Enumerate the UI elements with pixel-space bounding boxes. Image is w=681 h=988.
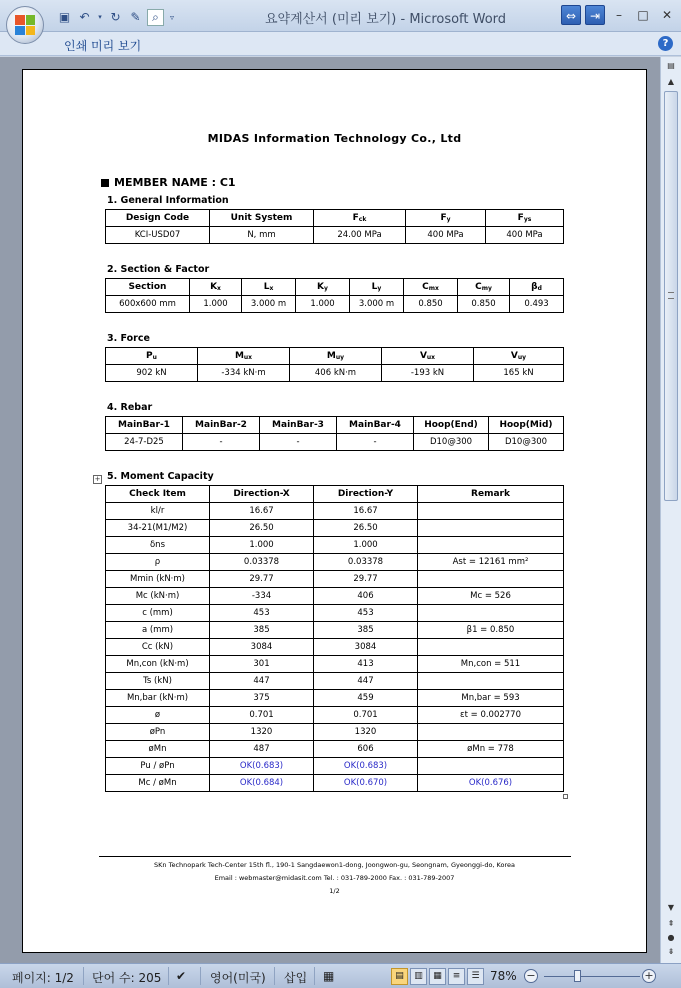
table-cell: 406 [314,588,418,605]
section-title-moment: 5. Moment Capacity [107,471,214,482]
table-header-row [106,486,564,503]
table-cell: ø [106,707,210,724]
force-table [105,347,564,382]
proofing-icon[interactable]: ✔ [176,969,187,983]
print-layout-view-icon[interactable]: ▤ [391,968,408,985]
table-row [106,724,564,741]
undo-dropdown-icon[interactable]: ▾ [98,13,102,21]
table-row [106,775,564,792]
header-cell: $L_x$ [242,279,296,296]
table-row [106,656,564,673]
company-name: MIDAS Information Technology Co., Ltd [207,132,462,145]
window-title: 요약계산서 (미리 보기) - Microsoft Word [264,12,507,27]
table-cell: β1 = 0.850 [418,622,564,639]
section-title-section-factor: 2. Section & Factor [107,264,210,275]
table-cell [418,503,564,520]
table-cell: 3.000 m [350,296,404,313]
table-cell: øPn [106,724,210,741]
table-cell: 385 [314,622,418,639]
footer-address: SKn Technopark Tech-Center 15th fl., 190-1 Sangdaewon1-dong, Joongwon-gu, Seongnam, Gyeonggi-do, Korea [154,861,515,869]
minimize-button[interactable]: – [616,8,622,22]
help-icon[interactable]: ? [658,36,673,51]
table-cell: 29.77 [314,571,418,588]
header-cell: Unit System [210,210,314,227]
header-cell: Direction-X [210,486,314,503]
table-cell: -193 kN [382,365,474,382]
table-cell: 1320 [210,724,314,741]
status-language[interactable]: 영어(미국) [210,971,266,985]
table-cell: 453 [210,605,314,622]
table-cell: 29.77 [210,571,314,588]
table-cell: OK(0.670) [314,775,418,792]
table-row [106,605,564,622]
status-bar [0,963,681,988]
table-cell: 1.000 [210,537,314,554]
table-cell: øMn = 778 [418,741,564,758]
previous-page-icon[interactable]: ⇞ [667,919,675,928]
header-cell: $F_y$ [406,210,486,227]
header-cell: Section [106,279,190,296]
member-name-text: MEMBER NAME : C1 [114,176,236,189]
section-title-force: 3. Force [107,333,150,344]
table-cell: Mn,con = 511 [418,656,564,673]
table-cell: a (mm) [106,622,210,639]
table-cell: Mmin (kN·m) [106,571,210,588]
table-cell: 447 [314,673,418,690]
header-cell: $F_{ys}$ [486,210,564,227]
table-cell: δns [106,537,210,554]
format-painter-icon[interactable]: ✎ [130,10,141,24]
close-button[interactable]: ✕ [661,8,673,22]
table-cell: Ast = 12161 mm² [418,554,564,571]
undo-icon[interactable]: ↶ [79,10,90,24]
header-cell: Hoop(Mid) [489,417,564,434]
header-cell: $L_y$ [350,279,404,296]
table-cell: 1320 [314,724,418,741]
table-cell: ρ [106,554,210,571]
table-cell: Ts (kN) [106,673,210,690]
table-cell: 34-21(M1/M2) [106,520,210,537]
bullet-square-icon [101,179,109,187]
table-cell: 26.50 [210,520,314,537]
table-cell: εt = 0.002770 [418,707,564,724]
header-cell: $F_{ck}$ [314,210,406,227]
table-header-row [106,348,564,365]
print-preview-icon[interactable]: ⌕ [147,9,164,26]
table-cell [418,520,564,537]
moment-capacity-table [105,485,564,792]
next-page-icon[interactable]: ⇟ [667,947,675,956]
status-separator [274,967,275,985]
document-page [22,69,647,953]
table-row [106,588,564,605]
zoom-level[interactable]: 78% [490,969,517,983]
table-cell [418,571,564,588]
save-icon[interactable]: ▣ [58,10,71,24]
footer-divider [99,856,571,857]
table-header-row [106,417,564,434]
table-cell: 459 [314,690,418,707]
scroll-down-icon[interactable]: ▼ [667,903,675,912]
table-row [106,741,564,758]
table-cell: Mc / øMn [106,775,210,792]
header-cell: $K_x$ [190,279,242,296]
view-buttons [391,968,484,985]
status-separator [83,967,84,985]
member-name [101,176,236,189]
document-area [0,57,660,963]
table-cell: kl/r [106,503,210,520]
table-cell: 0.03378 [314,554,418,571]
switch-windows-icon[interactable]: ⇔ [561,5,581,25]
header-cell: Remark [418,486,564,503]
table-cell: 902 kN [106,365,198,382]
table-cell [418,605,564,622]
table-cell: 400 MPa [406,227,486,244]
ribbon-tab-row [0,32,681,56]
scroll-thumb[interactable] [664,91,678,501]
table-cell [418,758,564,775]
zoom-in-icon[interactable]: + [642,969,656,983]
table-row [106,520,564,537]
table-cell: 487 [210,741,314,758]
table-cell [418,673,564,690]
header-cell: Hoop(End) [414,417,489,434]
table-row [106,690,564,707]
table-cell: - [183,434,260,451]
status-separator [200,967,201,985]
table-cell: 0.701 [210,707,314,724]
table-row [106,758,564,775]
table-cell: Mn,con (kN·m) [106,656,210,673]
header-cell: $V_{uy}$ [474,348,564,365]
header-cell: MainBar-1 [106,417,183,434]
table-resize-handle[interactable] [563,794,568,799]
table-cell: 0.03378 [210,554,314,571]
table-cell: 26.50 [314,520,418,537]
table-cell: 600x600 mm [106,296,190,313]
table-move-handle-icon[interactable]: + [94,475,101,483]
table-row [106,503,564,520]
zoom-slider-track[interactable] [544,976,640,977]
table-cell: OK(0.684) [210,775,314,792]
table-row [106,622,564,639]
table-header-row [106,210,564,227]
table-cell: Mc = 526 [418,588,564,605]
table-cell: - [260,434,337,451]
table-cell: 16.67 [210,503,314,520]
scroll-grip-icon [668,292,674,299]
table-cell: 0.850 [404,296,458,313]
table-row [106,554,564,571]
table-cell: Mn,bar (kN·m) [106,690,210,707]
table-cell: -334 [210,588,314,605]
header-cell: MainBar-3 [260,417,337,434]
table-cell: 413 [314,656,418,673]
table-cell: D10@300 [489,434,564,451]
table-cell: 0.493 [510,296,564,313]
table-cell: 165 kN [474,365,564,382]
table-cell: 453 [314,605,418,622]
table-cell: Pu / øPn [106,758,210,775]
status-insert-mode[interactable]: 삽입 [284,971,308,985]
table-cell: 24-7-D25 [106,434,183,451]
table-cell: Mn,bar = 593 [418,690,564,707]
customize-qat-icon[interactable]: ▿ [169,12,174,22]
select-browse-object-icon[interactable]: ● [667,933,675,942]
table-cell: 375 [210,690,314,707]
macro-record-icon[interactable]: ▦ [323,969,335,983]
tab-print-preview[interactable]: 인쇄 미리 보기 [64,39,142,53]
table-cell: OK(0.676) [418,775,564,792]
section-factor-table [105,278,564,313]
table-cell: 16.67 [314,503,418,520]
table-cell: OK(0.683) [210,758,314,775]
header-cell: $C_{mx}$ [404,279,458,296]
vertical-scrollbar[interactable] [660,57,681,963]
new-window-icon[interactable]: ⇥ [585,5,605,25]
table-row [106,537,564,554]
status-word-count[interactable]: 단어 수: 205 [92,971,162,985]
table-cell: 606 [314,741,418,758]
zoom-slider-thumb[interactable] [574,970,581,982]
table-cell: KCI-USD07 [106,227,210,244]
footer-page-number: 1/2 [329,887,340,895]
table-cell: 301 [210,656,314,673]
window-controls [561,5,677,25]
status-separator [168,967,169,985]
header-cell: Check Item [106,486,210,503]
table-cell: N, mm [210,227,314,244]
table-cell [418,537,564,554]
table-row [106,365,564,382]
table-cell: 3084 [210,639,314,656]
table-cell: Cc (kN) [106,639,210,656]
status-page[interactable]: 페이지: 1/2 [12,971,74,985]
table-row [106,227,564,244]
header-cell: MainBar-4 [337,417,414,434]
table-row [106,296,564,313]
table-cell: c (mm) [106,605,210,622]
table-row [106,571,564,588]
header-cell: $P_u$ [106,348,198,365]
table-cell: -334 kN·m [198,365,290,382]
header-cell: Design Code [106,210,210,227]
moment-table-body [106,503,564,792]
table-cell: 406 kN·m [290,365,382,382]
table-cell: 400 MPa [486,227,564,244]
draft-view-icon[interactable]: ☰ [467,968,484,985]
table-cell: D10@300 [414,434,489,451]
table-row [106,673,564,690]
table-cell: øMn [106,741,210,758]
header-cell: $M_{ux}$ [198,348,290,365]
header-cell: $M_{uy}$ [290,348,382,365]
header-cell: MainBar-2 [183,417,260,434]
table-cell: 24.00 MPa [314,227,406,244]
table-cell: 1.000 [314,537,418,554]
title-bar [0,0,681,32]
table-cell: OK(0.683) [314,758,418,775]
header-cell: $V_{ux}$ [382,348,474,365]
table-cell: 0.850 [458,296,510,313]
table-cell: 447 [210,673,314,690]
table-cell: 1.000 [190,296,242,313]
table-cell: 1.000 [296,296,350,313]
table-cell [418,639,564,656]
web-layout-icon[interactable]: ▦ [429,968,446,985]
full-screen-reading-icon[interactable]: ▥ [410,968,427,985]
section-title-rebar: 4. Rebar [107,402,153,413]
maximize-button[interactable]: □ [637,8,649,22]
section-title-general: 1. General Information [107,195,229,206]
header-cell: $\beta_d$ [510,279,564,296]
ruler-toggle-icon[interactable]: ▤ [667,61,675,70]
table-cell: Mc (kN·m) [106,588,210,605]
table-cell: 0.701 [314,707,418,724]
office-logo-icon [15,15,35,35]
rebar-table [105,416,564,451]
table-row [106,434,564,451]
redo-icon[interactable]: ↻ [110,10,121,24]
outline-view-icon[interactable]: ≡ [448,968,465,985]
table-cell: - [337,434,414,451]
header-cell: Direction-Y [314,486,418,503]
table-cell: 3.000 m [242,296,296,313]
header-cell: $K_y$ [296,279,350,296]
table-header-row [106,279,564,296]
footer-contact: Email : webmaster@midasit.com Tel. : 031-789-2000 Fax. : 031-789-2007 [214,874,455,882]
scroll-up-icon[interactable]: ▲ [667,77,675,86]
table-row [106,639,564,656]
table-cell: 3084 [314,639,418,656]
header-cell: $C_{my}$ [458,279,510,296]
table-row [106,707,564,724]
status-separator [314,967,315,985]
table-cell: 385 [210,622,314,639]
zoom-out-icon[interactable]: − [524,969,538,983]
office-button[interactable] [6,6,44,44]
general-info-table [105,209,564,244]
table-cell [418,724,564,741]
